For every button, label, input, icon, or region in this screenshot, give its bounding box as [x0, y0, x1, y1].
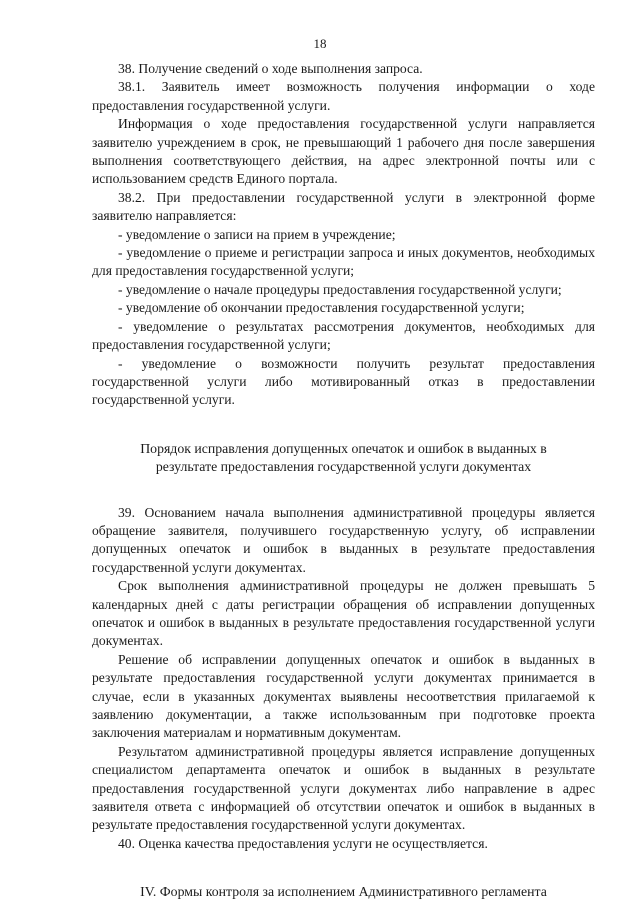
section-heading-line: Порядок исправления допущенных опечаток и ошибок в выданных в	[140, 440, 547, 456]
paragraph: 40. Оценка качества предоставления услуги не осуществляется.	[118, 835, 488, 851]
list-item: - уведомление о результатах рассмотрения документов, необходимых для предоставления государственной услуги;	[92, 318, 595, 353]
list-item: - уведомление о начале процедуры предоставления государственной услуги;	[118, 281, 562, 297]
list-item: - уведомление о приеме и регистрации запроса и иных документов, необходимых для предоставления государственной услуги;	[92, 245, 595, 279]
paragraph: 38.1. Заявитель имеет возможность получения информации о ходе предоставления государственной услуги.	[92, 79, 595, 113]
paragraph: Решение об исправлении допущенных опечаток и ошибок в выданных в результате предоставления государственной услуги документах принимается в случае, если в указанных документах выявлены несоответствия прилагаемой к заявлению документации, а также использованным при подготовке проекта заключения материалам и нормативным документам.	[92, 651, 595, 741]
paragraph: 39. Основанием начала выполнения административной процедуры является обращение заявителя, получившего государственную услугу, об исправлении допущенных опечаток и ошибок в выданных в результате предоставления государственной услуги документах.	[92, 504, 595, 575]
paragraph: 38.2. При предоставлении государственной услуги в электронной форме заявителю направляется:	[92, 189, 595, 224]
paragraph: Информация о ходе предоставления государственной услуги направляется заявителю учреждением в срок, не превышающий 1 рабочего дня после завершения выполнения соответствующего действия, на адрес электронной почты или с использованием средств Единого портала.	[92, 116, 595, 187]
paragraph: Результатом административной процедуры является исправление допущенных специалистом департамента опечаток и ошибок в выданных в результате предоставления государственной услуги документах либо направление в адрес заявителя ответа с информацией об отсутствии опечаток и ошибок в выданных в результате предоставления государственной услуги документах.	[92, 743, 595, 833]
section-heading	[92, 440, 595, 477]
section-title: IV. Формы контроля за исполнением Административного регламента	[140, 884, 547, 900]
section-heading-line: результате предоставления государственной услуги документах	[155, 459, 532, 475]
document-body	[92, 60, 595, 902]
list-item: - уведомление о записи на прием в учреждение;	[118, 226, 396, 242]
list-item: - уведомление о возможности получить результат предоставления государственной услуги либо мотивированный отказ в предоставлении государственной услуги.	[92, 355, 595, 408]
list-item: - уведомление об окончании предоставления государственной услуги;	[118, 300, 525, 316]
page-number: 18	[313, 36, 327, 51]
paragraph: 38. Получение сведений о ходе выполнения запроса.	[118, 61, 423, 76]
paragraph: Срок выполнения административной процедуры не должен превышать 5 календарных дней с даты регистрации обращения об исправлении допущенных опечаток и ошибок в выданных в результате предоставления государственной услуги документах.	[92, 578, 595, 649]
